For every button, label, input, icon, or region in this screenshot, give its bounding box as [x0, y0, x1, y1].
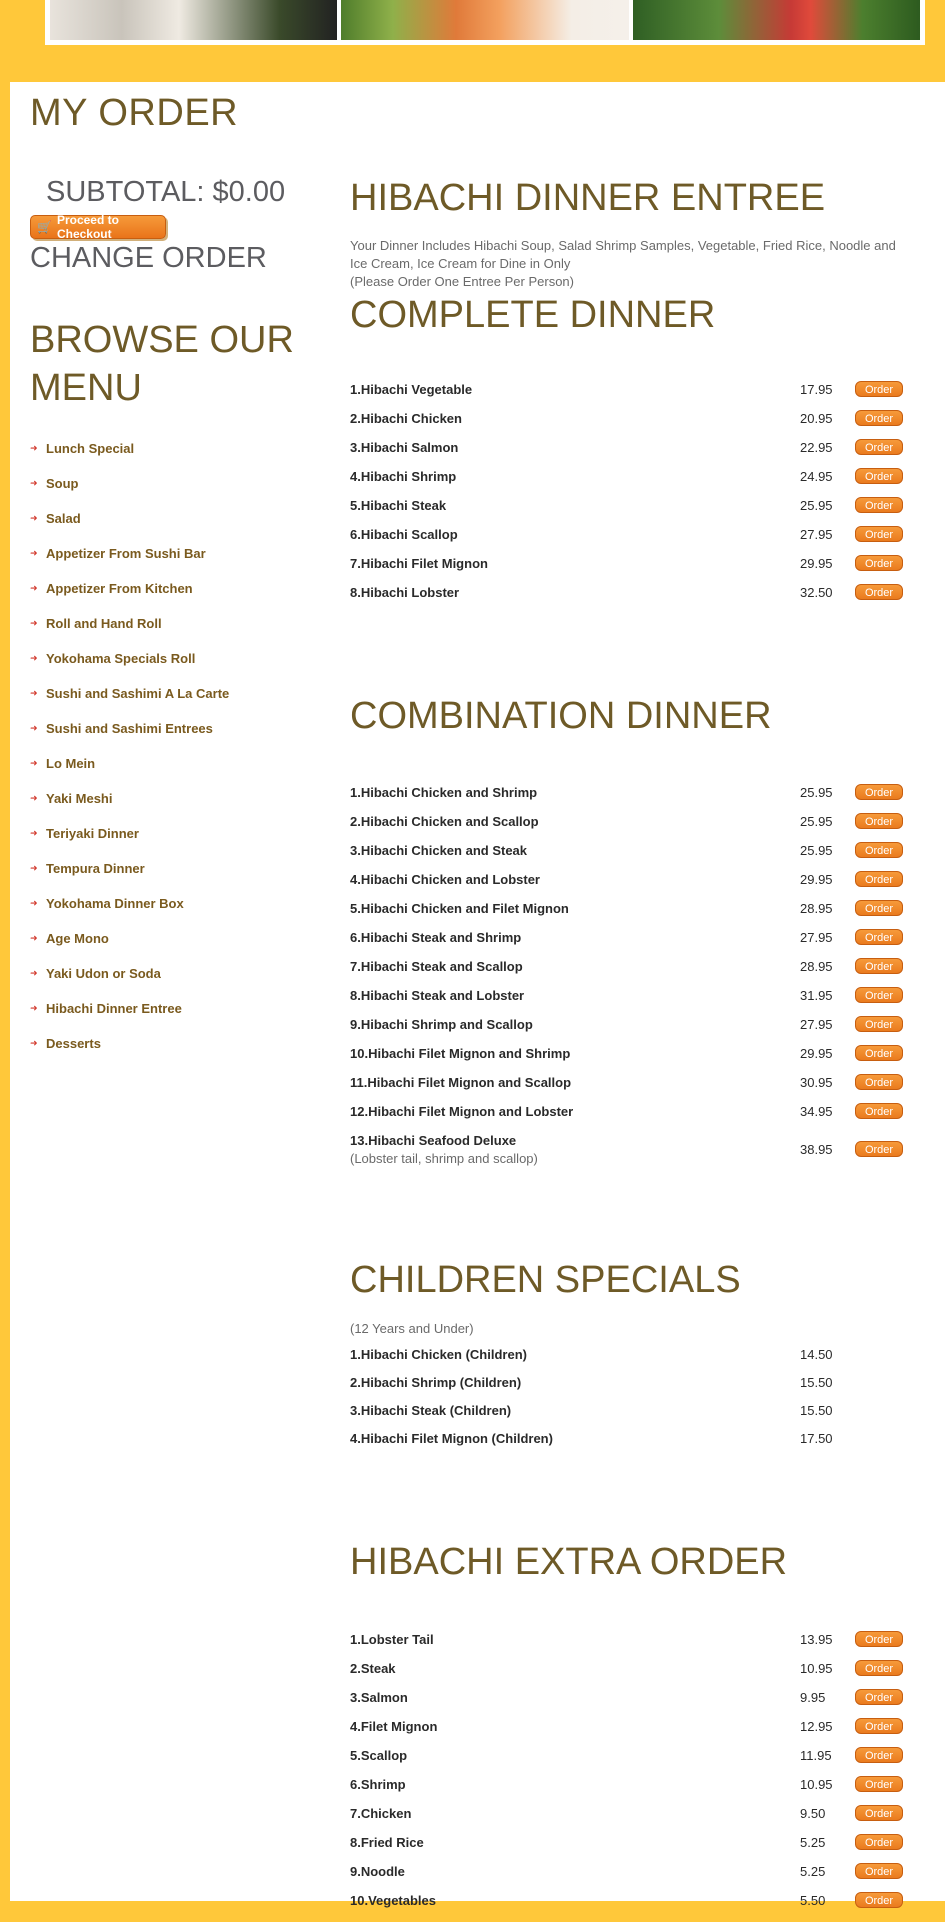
- category-item[interactable]: [30, 511, 229, 546]
- arrow-bullet-icon: ➜: [30, 513, 38, 523]
- menu-item-row: [350, 1835, 920, 1864]
- category-item[interactable]: [30, 651, 229, 686]
- category-item[interactable]: [30, 826, 229, 861]
- menu-item-row: [350, 959, 920, 988]
- banner-photo-1: [50, 0, 337, 40]
- menu-item-row: [350, 1017, 920, 1046]
- category-link[interactable]: Salad: [46, 511, 81, 526]
- category-item[interactable]: [30, 791, 229, 826]
- category-link[interactable]: Sushi and Sashimi Entrees: [46, 721, 213, 736]
- category-item[interactable]: [30, 616, 229, 651]
- category-link[interactable]: Age Mono: [46, 931, 109, 946]
- banner-photo-2: [341, 0, 628, 40]
- menu-item-row: [350, 1431, 920, 1460]
- category-item[interactable]: [30, 721, 229, 756]
- category-item[interactable]: [30, 581, 229, 616]
- category-link[interactable]: Yokohama Dinner Box: [46, 896, 184, 911]
- order-button[interactable]: Order: [855, 958, 903, 974]
- order-button[interactable]: Order: [855, 813, 903, 829]
- category-item[interactable]: [30, 861, 229, 896]
- menu-item-row: [350, 1661, 920, 1690]
- item-name: 4.Hibachi Chicken and Lobster: [350, 872, 540, 887]
- item-price: 14.50: [800, 1347, 833, 1362]
- my-order-title: MY ORDER: [30, 92, 239, 134]
- item-price: 15.50: [800, 1403, 833, 1418]
- order-button[interactable]: Order: [855, 1805, 903, 1821]
- item-name: 2.Steak: [350, 1661, 396, 1676]
- item-price: 22.95: [800, 440, 833, 455]
- menu-item-row: [350, 901, 920, 930]
- category-item[interactable]: [30, 931, 229, 966]
- item-name: 4.Filet Mignon: [350, 1719, 438, 1734]
- menu-item-row: [350, 843, 920, 872]
- category-link[interactable]: Yaki Udon or Soda: [46, 966, 161, 981]
- item-price: 17.95: [800, 382, 833, 397]
- category-link[interactable]: Appetizer From Sushi Bar: [46, 546, 206, 561]
- order-button[interactable]: Order: [855, 1045, 903, 1061]
- arrow-bullet-icon: ➜: [30, 653, 38, 663]
- item-price: 25.95: [800, 843, 833, 858]
- menu-item-row: [350, 382, 920, 411]
- category-item[interactable]: [30, 546, 229, 581]
- entree-note: [350, 237, 910, 291]
- item-price: 17.50: [800, 1431, 833, 1446]
- item-price: 5.25: [800, 1835, 826, 1850]
- arrow-bullet-icon: ➜: [30, 1003, 38, 1013]
- menu-item-row: [350, 1075, 920, 1104]
- arrow-bullet-icon: ➜: [30, 1038, 38, 1048]
- category-link[interactable]: Sushi and Sashimi A La Carte: [46, 686, 230, 701]
- item-price: 29.95: [800, 872, 833, 887]
- item-price: 20.95: [800, 411, 833, 426]
- item-price: 29.95: [800, 556, 833, 571]
- order-button[interactable]: Order: [855, 555, 903, 571]
- section-note: (12 Years and Under): [350, 1321, 474, 1336]
- order-button[interactable]: Order: [855, 842, 903, 858]
- menu-item-row: [350, 556, 920, 585]
- item-name: 2.Hibachi Chicken and Scallop: [350, 814, 539, 829]
- item-price: 28.95: [800, 959, 833, 974]
- section-title: CHILDREN SPECIALS: [350, 1259, 741, 1301]
- menu-item-row: [350, 785, 920, 814]
- order-button[interactable]: Order: [855, 497, 903, 513]
- order-button[interactable]: Order: [855, 1863, 903, 1879]
- entree-title: HIBACHI DINNER ENTREE: [350, 177, 826, 219]
- menu-item-row: [350, 872, 920, 901]
- item-price: 38.95: [800, 1142, 833, 1157]
- category-link[interactable]: Hibachi Dinner Entree: [46, 1001, 182, 1016]
- item-price: 9.50: [800, 1806, 826, 1821]
- menu-item-row: [350, 1375, 920, 1404]
- banner-photo-3: [633, 0, 920, 40]
- content-panel: [10, 82, 945, 1908]
- section-title: COMBINATION DINNER: [350, 695, 772, 737]
- item-name: 8.Hibachi Lobster: [350, 585, 460, 600]
- item-price: 11.95: [800, 1748, 832, 1763]
- category-link[interactable]: Appetizer From Kitchen: [46, 581, 193, 596]
- category-link[interactable]: Teriyaki Dinner: [46, 826, 139, 841]
- menu-item-row: [350, 1133, 920, 1166]
- item-name: 12.Hibachi Filet Mignon and Lobster: [350, 1104, 574, 1119]
- menu-item-row: [350, 1719, 920, 1748]
- item-name: 2.Hibachi Chicken: [350, 411, 462, 426]
- category-item[interactable]: [30, 476, 229, 511]
- item-name: 10.Vegetables: [350, 1893, 436, 1908]
- arrow-bullet-icon: ➜: [30, 443, 38, 453]
- order-button[interactable]: Order: [855, 526, 903, 542]
- item-name: 1.Hibachi Chicken and Shrimp: [350, 785, 538, 800]
- order-button[interactable]: Order: [855, 468, 903, 484]
- item-name: 3.Hibachi Steak (Children): [350, 1403, 512, 1418]
- order-button[interactable]: Order: [855, 784, 903, 800]
- order-button[interactable]: Order: [855, 381, 903, 397]
- menu-item-row: [350, 1806, 920, 1835]
- item-price: 25.95: [800, 814, 833, 829]
- category-item[interactable]: [30, 441, 229, 476]
- menu-item-row: [350, 1347, 920, 1376]
- menu-item-row: [350, 1632, 920, 1661]
- order-button[interactable]: Order: [855, 1718, 903, 1734]
- item-price: 12.95: [800, 1719, 833, 1734]
- header-banner: [45, 0, 925, 45]
- category-item[interactable]: [30, 1036, 229, 1071]
- menu-item-row: [350, 527, 920, 556]
- arrow-bullet-icon: ➜: [30, 723, 38, 733]
- menu-item-row: [350, 988, 920, 1017]
- menu-item-row: [350, 1893, 920, 1922]
- item-price: 32.50: [800, 585, 833, 600]
- item-name: 4.Hibachi Shrimp: [350, 469, 457, 484]
- item-name: 5.Hibachi Chicken and Filet Mignon: [350, 901, 569, 916]
- item-price: 5.50: [800, 1893, 826, 1908]
- arrow-bullet-icon: ➜: [30, 548, 38, 558]
- arrow-bullet-icon: ➜: [30, 828, 38, 838]
- checkout-label: Proceed to Checkout: [56, 213, 119, 241]
- browse-menu-title: BROWSE OUR MENU: [30, 319, 294, 409]
- item-name: 13.Hibachi Seafood Deluxe: [350, 1133, 517, 1148]
- item-name: 5.Hibachi Steak: [350, 498, 447, 513]
- category-item[interactable]: [30, 966, 229, 1001]
- category-link[interactable]: Roll and Hand Roll: [46, 616, 162, 631]
- arrow-bullet-icon: ➜: [30, 618, 38, 628]
- category-link[interactable]: Yaki Meshi: [46, 791, 113, 806]
- item-price: 13.95: [800, 1632, 833, 1647]
- item-name: 7.Hibachi Steak and Scallop: [350, 959, 523, 974]
- subtotal-text: SUBTOTAL: $0.00: [46, 176, 286, 208]
- item-description: (Lobster tail, shrimp and scallop): [350, 1151, 538, 1166]
- item-name: 3.Hibachi Chicken and Steak: [350, 843, 528, 858]
- section-title: HIBACHI EXTRA ORDER: [350, 1541, 788, 1583]
- item-price: 25.95: [800, 785, 833, 800]
- entree-note-text: Your Dinner Includes Hibachi Soup, Salad Shrimp Samples, Vegetable, Fried Rice, Noodle and Ice Cream, Ice Cream for Dine in Only: [350, 238, 896, 271]
- arrow-bullet-icon: ➜: [30, 583, 38, 593]
- menu-item-row: [350, 1403, 920, 1432]
- item-price: 24.95: [800, 469, 833, 484]
- menu-item-row: [350, 1104, 920, 1133]
- item-price: 29.95: [800, 1046, 833, 1061]
- category-link[interactable]: Desserts: [46, 1036, 101, 1051]
- item-name: 3.Salmon: [350, 1690, 408, 1705]
- arrow-bullet-icon: ➜: [30, 758, 38, 768]
- item-price: 34.95: [800, 1104, 833, 1119]
- item-name: 11.Hibachi Filet Mignon and Scallop: [350, 1075, 572, 1090]
- item-price: 28.95: [800, 901, 833, 916]
- item-price: 9.95: [800, 1690, 826, 1705]
- order-button[interactable]: Order: [855, 1074, 903, 1090]
- item-name: 9.Noodle: [350, 1864, 405, 1879]
- item-price: 25.95: [800, 498, 833, 513]
- cart-icon: 🛒: [37, 220, 52, 234]
- order-button[interactable]: Order: [855, 1141, 903, 1157]
- menu-item-row: [350, 440, 920, 469]
- item-name: 4.Hibachi Filet Mignon (Children): [350, 1431, 553, 1446]
- order-button[interactable]: Order: [855, 1892, 903, 1908]
- category-item[interactable]: [30, 756, 229, 791]
- category-item[interactable]: [30, 896, 229, 931]
- order-button[interactable]: Order: [855, 1776, 903, 1792]
- order-button[interactable]: Order: [855, 1689, 903, 1705]
- item-price: 15.50: [800, 1375, 833, 1390]
- order-button[interactable]: Order: [855, 1834, 903, 1850]
- arrow-bullet-icon: ➜: [30, 688, 38, 698]
- category-item[interactable]: [30, 686, 229, 721]
- item-price: 30.95: [800, 1075, 833, 1090]
- category-item[interactable]: [30, 1001, 229, 1036]
- category-link[interactable]: Soup: [46, 476, 79, 491]
- order-button[interactable]: Order: [855, 871, 903, 887]
- item-name: 1.Hibachi Vegetable: [350, 382, 473, 397]
- menu-item-row: [350, 930, 920, 959]
- item-name: 7.Hibachi Filet Mignon: [350, 556, 488, 571]
- arrow-bullet-icon: ➜: [30, 793, 38, 803]
- proceed-to-checkout-button[interactable]: [30, 215, 166, 239]
- menu-item-row: [350, 814, 920, 843]
- item-price: 27.95: [800, 527, 833, 542]
- order-button[interactable]: Order: [855, 1103, 903, 1119]
- arrow-bullet-icon: ➜: [30, 863, 38, 873]
- item-name: 8.Fried Rice: [350, 1835, 424, 1850]
- item-name: 9.Hibachi Shrimp and Scallop: [350, 1017, 533, 1032]
- menu-item-row: [350, 1690, 920, 1719]
- left-sidebar: [30, 82, 330, 1051]
- arrow-bullet-icon: ➜: [30, 478, 38, 488]
- order-button[interactable]: Order: [855, 1660, 903, 1676]
- item-price: 31.95: [800, 988, 833, 1003]
- arrow-bullet-icon: ➜: [30, 898, 38, 908]
- category-link[interactable]: Tempura Dinner: [46, 861, 145, 876]
- item-name: 6.Hibachi Scallop: [350, 527, 458, 542]
- item-name: 7.Chicken: [350, 1806, 412, 1821]
- menu-item-row: [350, 1777, 920, 1806]
- item-price: 27.95: [800, 930, 833, 945]
- menu-item-row: [350, 1046, 920, 1075]
- menu-item-row: [350, 1864, 920, 1893]
- order-button[interactable]: Order: [855, 410, 903, 426]
- entree-note-2: (Please Order One Entree Per Person): [350, 274, 574, 289]
- item-name: 6.Hibachi Steak and Shrimp: [350, 930, 522, 945]
- arrow-bullet-icon: ➜: [30, 933, 38, 943]
- order-button[interactable]: Order: [855, 439, 903, 455]
- item-name: 2.Hibachi Shrimp (Children): [350, 1375, 522, 1390]
- item-name: 1.Hibachi Chicken (Children): [350, 1347, 527, 1362]
- category-list: [30, 441, 229, 1071]
- order-button[interactable]: Order: [855, 1747, 903, 1763]
- category-link[interactable]: Lo Mein: [46, 756, 96, 771]
- item-name: 6.Shrimp: [350, 1777, 406, 1792]
- category-link[interactable]: Yokohama Specials Roll: [46, 651, 196, 666]
- menu-item-row: [350, 498, 920, 527]
- change-order-link[interactable]: CHANGE ORDER: [30, 242, 267, 274]
- order-button[interactable]: Order: [855, 987, 903, 1003]
- item-price: 5.25: [800, 1864, 826, 1879]
- item-name: 10.Hibachi Filet Mignon and Shrimp: [350, 1046, 571, 1061]
- item-name: 5.Scallop: [350, 1748, 408, 1763]
- section-title: COMPLETE DINNER: [350, 294, 716, 336]
- order-button[interactable]: Order: [855, 929, 903, 945]
- menu-item-row: [350, 585, 920, 614]
- menu-item-row: [350, 1748, 920, 1777]
- item-price: 27.95: [800, 1017, 833, 1032]
- menu-item-row: [350, 469, 920, 498]
- order-button[interactable]: Order: [855, 1631, 903, 1647]
- item-name: 3.Hibachi Salmon: [350, 440, 459, 455]
- order-button[interactable]: Order: [855, 900, 903, 916]
- item-price: 10.95: [800, 1661, 833, 1676]
- item-name: 8.Hibachi Steak and Lobster: [350, 988, 525, 1003]
- category-link[interactable]: Lunch Special: [46, 441, 135, 456]
- item-price: 10.95: [800, 1777, 833, 1792]
- menu-item-row: [350, 411, 920, 440]
- order-button[interactable]: Order: [855, 1016, 903, 1032]
- order-button[interactable]: Order: [855, 584, 903, 600]
- arrow-bullet-icon: ➜: [30, 968, 38, 978]
- item-name: 1.Lobster Tail: [350, 1632, 434, 1647]
